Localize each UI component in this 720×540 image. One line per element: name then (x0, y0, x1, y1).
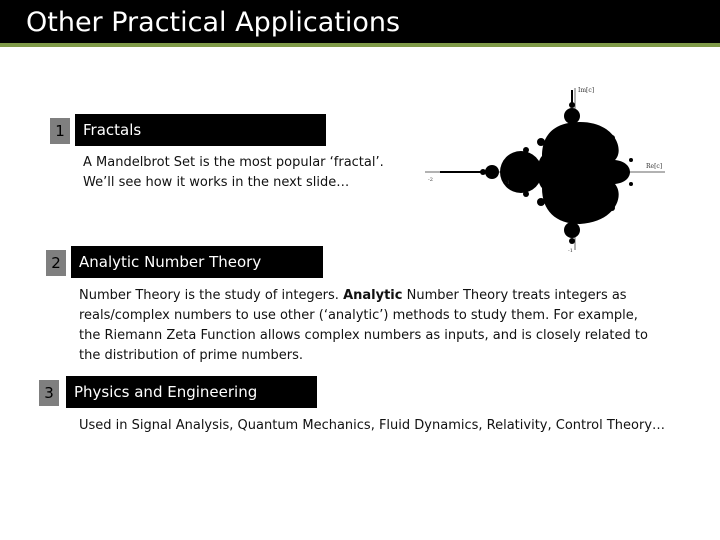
mandelbrot-figure (420, 80, 670, 255)
section-number-3: 3 (39, 380, 59, 406)
imag-axis-label: Im[c] (578, 87, 595, 94)
section-body-analytic-number-theory (79, 286, 659, 366)
section-heading-analytic-number-theory: Analytic Number Theory (71, 246, 323, 278)
ant-body-part-2: Number Theory treats integers as reals/complex numbers to use other (‘analytic’) methods to study them. For example, the Riemann Zeta Function allows complex numbers as inputs, and is closely related to the distribution of prime numbers. (79, 288, 648, 363)
real-axis-label: Re[c] (646, 163, 663, 170)
fractals-line-1: A Mandelbrot Set is the most popular ‘fractal’. (83, 155, 384, 170)
section-heading-physics-engineering: Physics and Engineering (66, 376, 317, 408)
section-body-physics-engineering: Used in Signal Analysis, Quantum Mechanics, Fluid Dynamics, Relativity, Control Theory… (79, 418, 666, 433)
section-heading-fractals: Fractals (75, 114, 326, 146)
mandelbrot-set-shape (440, 90, 633, 244)
y-tick-label-bottom: -1 (568, 248, 573, 254)
x-tick-label-left: -2 (428, 177, 433, 183)
section-number-2: 2 (46, 250, 66, 276)
title-accent-line (0, 43, 720, 47)
ant-body-bold-word: Analytic (343, 288, 403, 303)
fractals-line-2: We’ll see how it works in the next slide… (83, 175, 350, 190)
x-tick-label-mid: -1 (505, 180, 510, 186)
ant-body-part-1: Number Theory is the study of integers. (79, 288, 344, 303)
title-bar (0, 0, 720, 43)
section-number-1: 1 (50, 118, 70, 144)
section-body-fractals (83, 153, 403, 193)
slide-title: Other Practical Applications (26, 7, 401, 38)
